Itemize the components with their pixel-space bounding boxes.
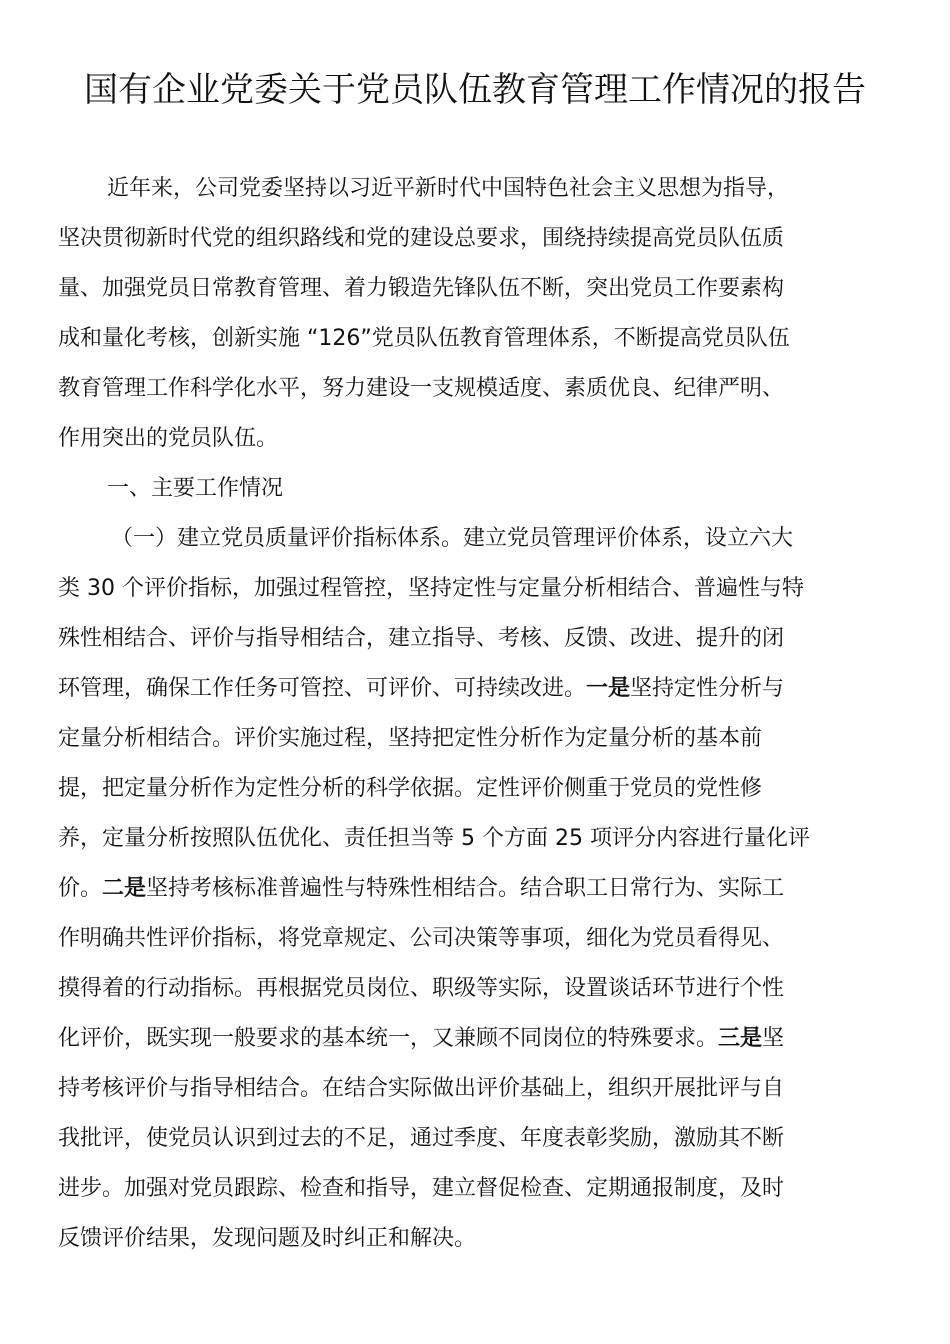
- subsection-line: [58, 864, 893, 914]
- subsection-line: 定量分析相结合。评价实施过程，坚持把定性分析作为定量分析的基本前: [58, 726, 763, 751]
- bold-marker-third: 三是: [718, 1026, 763, 1051]
- subsection-line: 类 30 个评价指标，加强过程管控，坚持定性与定量分析相结合、普遍性与特: [58, 576, 804, 601]
- subsection-line: 殊性相结合、评价与指导相结合，建立指导、考核、反馈、改进、提升的闭: [58, 626, 785, 651]
- text-run: 环管理，确保工作任务可管控、可评价、可持续改进。: [58, 676, 587, 701]
- subsection-line: 我批评，使党员认识到过去的不足，通过季度、年度表彰奖励，激励其不断: [58, 1126, 785, 1151]
- subsection-line: （一）建立党员质量评价指标体系。建立党员管理评价体系，设立六大: [111, 526, 794, 551]
- subsection-line: 反馈评价结果，发现问题及时纠正和解决。: [58, 1226, 477, 1251]
- intro-line: 作用突出的党员队伍。: [58, 426, 279, 451]
- section-heading: 一、主要工作情况: [107, 476, 284, 501]
- text-run: 坚持定性分析与: [630, 676, 785, 701]
- subsection-line: 提，把定量分析作为定性分析的科学依据。定性评价侧重于党员的党性修: [58, 776, 763, 801]
- text-run: 化评价，既实现一般要求的基本统一，又兼顾不同岗位的特殊要求。: [58, 1026, 719, 1051]
- subsection-line: 作明确共性评价指标，将党章规定、公司决策等事项，细化为党员看得见、: [58, 926, 785, 951]
- text-run: 价。: [58, 876, 103, 901]
- intro-line: 量、加强党员日常教育管理、着力锻造先锋队伍不断，突出党员工作要素构: [58, 276, 785, 301]
- bold-marker-first: 一是: [586, 676, 631, 701]
- intro-line: 教育管理工作科学化水平，努力建设一支规模适度、素质优良、纪律严明、: [58, 376, 785, 401]
- text-run: 坚: [762, 1026, 785, 1051]
- subsection-line: 进步。加强对党员跟踪、检查和指导，建立督促检查、定期通报制度，及时: [58, 1176, 785, 1201]
- document-title: 国有企业党委关于党员队伍教育管理工作情况的报告: [84, 70, 866, 110]
- subsection-line: [58, 1014, 893, 1064]
- subsection-line: 养，定量分析按照队伍优化、责任担当等 5 个方面 25 项评分内容进行量化评: [58, 826, 810, 851]
- intro-line: 坚决贯彻新时代党的组织路线和党的建设总要求，围绕持续提高党员队伍质: [58, 226, 785, 251]
- bold-marker-second: 二是: [102, 876, 147, 901]
- intro-line: 成和量化考核，创新实施 “126”党员队伍教育管理体系，不断提高党员队伍: [58, 326, 790, 351]
- text-run: 坚持考核标准普遍性与特殊性相结合。结合职工日常行为、实际工: [146, 876, 785, 901]
- subsection-line: 持考核评价与指导相结合。在结合实际做出评价基础上，组织开展批评与自: [58, 1076, 785, 1101]
- subsection-line: [58, 664, 893, 714]
- intro-line: 近年来，公司党委坚持以习近平新时代中国特色社会主义思想为指导，: [107, 176, 790, 201]
- document-body: [58, 164, 893, 1264]
- subsection-line: 摸得着的行动指标。再根据党员岗位、职级等实际，设置谈话环节进行个性: [58, 976, 785, 1001]
